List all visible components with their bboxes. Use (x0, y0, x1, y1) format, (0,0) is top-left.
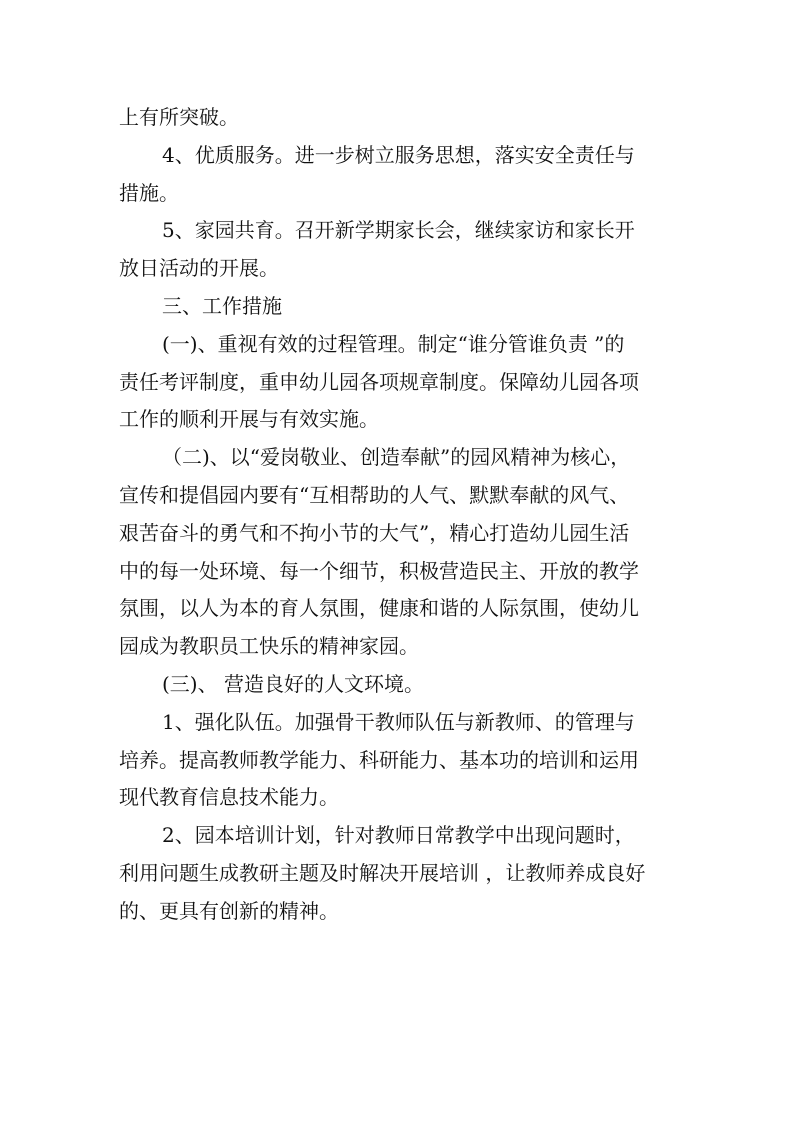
text-line: 责任考评制度，重申幼儿园各项规章制度。保障幼儿园各项 (119, 369, 639, 394)
text-line: 措施。 (119, 180, 179, 205)
text-line: 工作的顺利开展与有效实施。 (119, 407, 379, 432)
text-line: 4、优质服务。进一步树立服务思想，落实安全责任与 (162, 142, 635, 167)
section-heading: 三、工作措施 (162, 293, 282, 318)
text-line: 的、更具有创新的精神。 (119, 898, 339, 923)
text-line: 5、家园共育。召开新学期家长会，继续家访和家长开 (162, 218, 635, 243)
text-line: 中的每一处环境、每一个细节，积极营造民主、开放的教学 (119, 558, 639, 583)
text-line: 宣传和提倡园内要有“互相帮助的人气、默默奉献的风气、 (119, 482, 630, 507)
text-line: 1、强化队伍。加强骨干教师队伍与新教师、的管理与 (162, 709, 635, 734)
text-line: (三)、 营造良好的人文环境。 (162, 671, 424, 696)
text-line: 放日活动的开展。 (119, 256, 279, 281)
text-line: 现代教育信息技术能力。 (119, 785, 339, 810)
text-line: （二)、以“爱岗敬业、创造奉献”的园风精神为核心， (162, 445, 631, 470)
text-line: 培养。提高教师教学能力、科研能力、基本功的培训和运用 (119, 747, 639, 772)
text-line: (一)、重视有效的过程管理。制定“谁分管谁负责 ”的 (162, 331, 625, 356)
text-line: 艰苦奋斗的勇气和不拘小节的大气”，精心打造幼儿园生活 (119, 520, 630, 545)
text-line: 2、园本培训计划，针对教师日常教学中出现问题时， (162, 823, 635, 848)
text-line: 氛围，以人为本的育人氛围，健康和谐的人际氛围，使幼儿 (119, 596, 639, 621)
document-body (119, 99, 679, 931)
text-line: 利用问题生成教研主题及时解决开展培训 ，让教师养成良好 (119, 860, 646, 885)
text-line: 园成为教职员工快乐的精神家园。 (119, 634, 419, 659)
text-line: 上有所突破。 (119, 105, 239, 129)
